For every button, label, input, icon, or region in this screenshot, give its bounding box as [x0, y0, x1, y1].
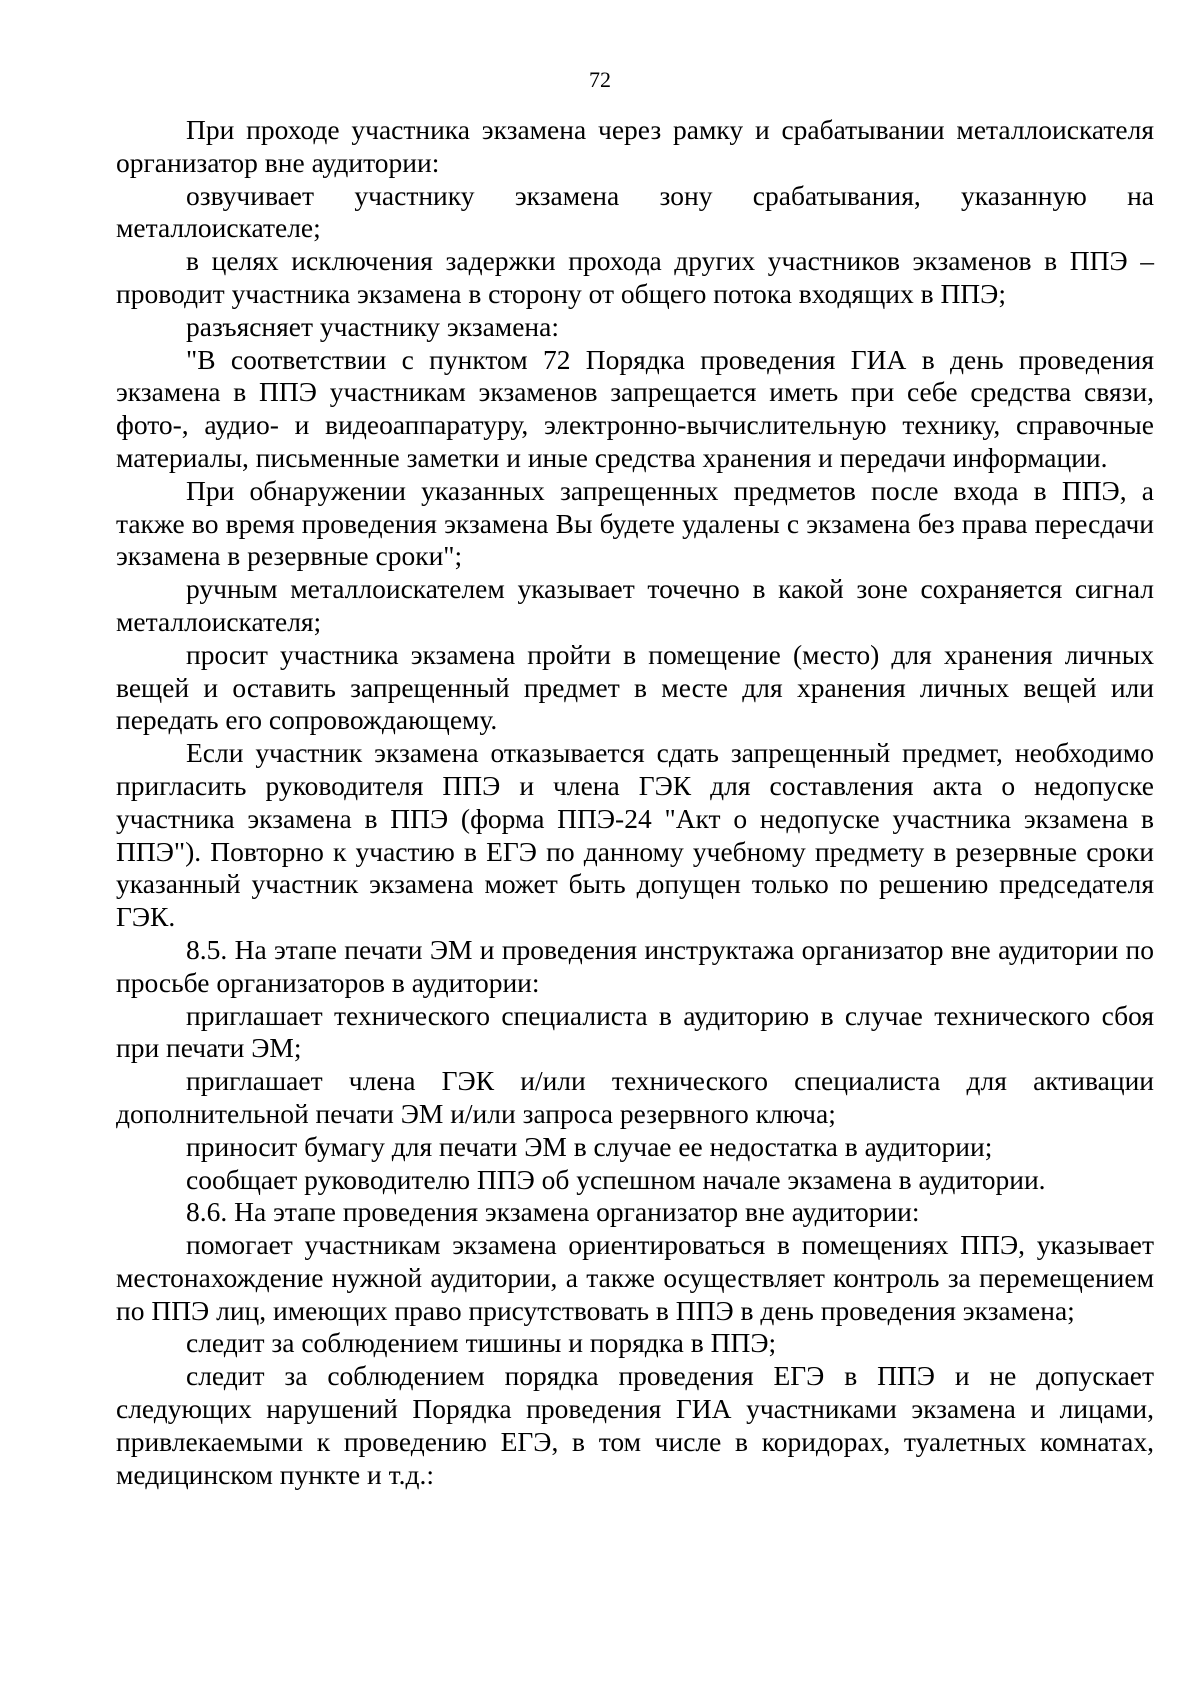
paragraph: приглашает технического специалиста в аудиторию в случае технического сбоя при печати ЭМ;: [116, 999, 1154, 1064]
paragraph: разъясняет участнику экзамена:: [186, 310, 559, 342]
paragraph: 8.5. На этапе печати ЭМ и проведения инструктажа организатор вне аудитории по просьбе организаторов в аудитории:: [116, 933, 1154, 998]
paragraph: приглашает члена ГЭК и/или технического специалиста для активации дополнительной печати ЭМ и/или запроса резервного ключа;: [116, 1065, 1154, 1129]
page-number: 72: [589, 67, 611, 92]
paragraph: приносит бумагу для печати ЭМ в случае ее недостатка в аудитории;: [186, 1130, 993, 1162]
paragraph: следит за соблюдением тишины и порядка в ППЭ;: [186, 1327, 777, 1359]
paragraph: сообщает руководителю ППЭ об успешном начале экзамена в аудитории.: [186, 1163, 1046, 1195]
paragraph: При проходе участника экзамена через рамку и срабатывании металлоискателя организатор вне аудитории:: [116, 114, 1154, 178]
document-body: [116, 114, 1154, 1491]
paragraph: помогает участникам экзамена ориентироваться в помещениях ППЭ, указывает местонахождение нужной аудитории, а также осуществляет контроль за перемещением по ППЭ лиц, имеющих право присутствовать в ППЭ в день проведения экзамена;: [116, 1229, 1154, 1326]
paragraph: в целях исключения задержки прохода других участников экзаменов в ППЭ – проводит участника экзамена в сторону от общего потока входящих в ППЭ;: [116, 245, 1154, 309]
paragraph: озвучивает участнику экзамена зону срабатывания, указанную на металлоискателе;: [116, 179, 1154, 244]
paragraph: "В соответствии с пунктом 72 Порядка проведения ГИА в день проведения экзамена в ППЭ участникам экзаменов запрещается иметь при себе средства связи, фото-, аудио- и видеоаппаратуру, электронно-вычислительную технику, справочные материалы, письменные заметки и иные средства хранения и передачи информации.: [116, 343, 1154, 473]
paragraph: Если участник экзамена отказывается сдать запрещенный предмет, необходимо пригласить руководителя ППЭ и члена ГЭК для составления акта о недопуске участника экзамена в ППЭ (форма ППЭ-24 "Акт о недопуске участника экзамена в ППЭ"). Повторно к участию в ЕГЭ по данному учебному предмету в резервные сроки указанный участник экзамена может быть допущен только по решению председателя ГЭК.: [116, 737, 1154, 933]
paragraph: При обнаружении указанных запрещенных предметов после входа в ППЭ, а также во время проведения экзамена Вы будете удалены с экзамена без права пересдачи экзамена в резервные сроки";: [116, 474, 1154, 572]
paragraph: просит участника экзамена пройти в помещение (место) для хранения личных вещей и оставить запрещенный предмет в месте для хранения личных вещей или передать его сопровождающему.: [116, 638, 1154, 736]
paragraph: 8.6. На этапе проведения экзамена организатор вне аудитории:: [186, 1196, 920, 1228]
paragraph: ручным металлоискателем указывает точечно в какой зоне сохраняется сигнал металлоискателя;: [116, 573, 1154, 637]
paragraph: следит за соблюдением порядка проведения ЕГЭ в ППЭ и не допускает следующих нарушений Порядка проведения ГИА участниками экзамена и лицами, привлекаемыми к проведению ЕГЭ, в том числе в коридорах, туалетных комнатах, медицинском пункте и т.д.:: [116, 1360, 1154, 1490]
